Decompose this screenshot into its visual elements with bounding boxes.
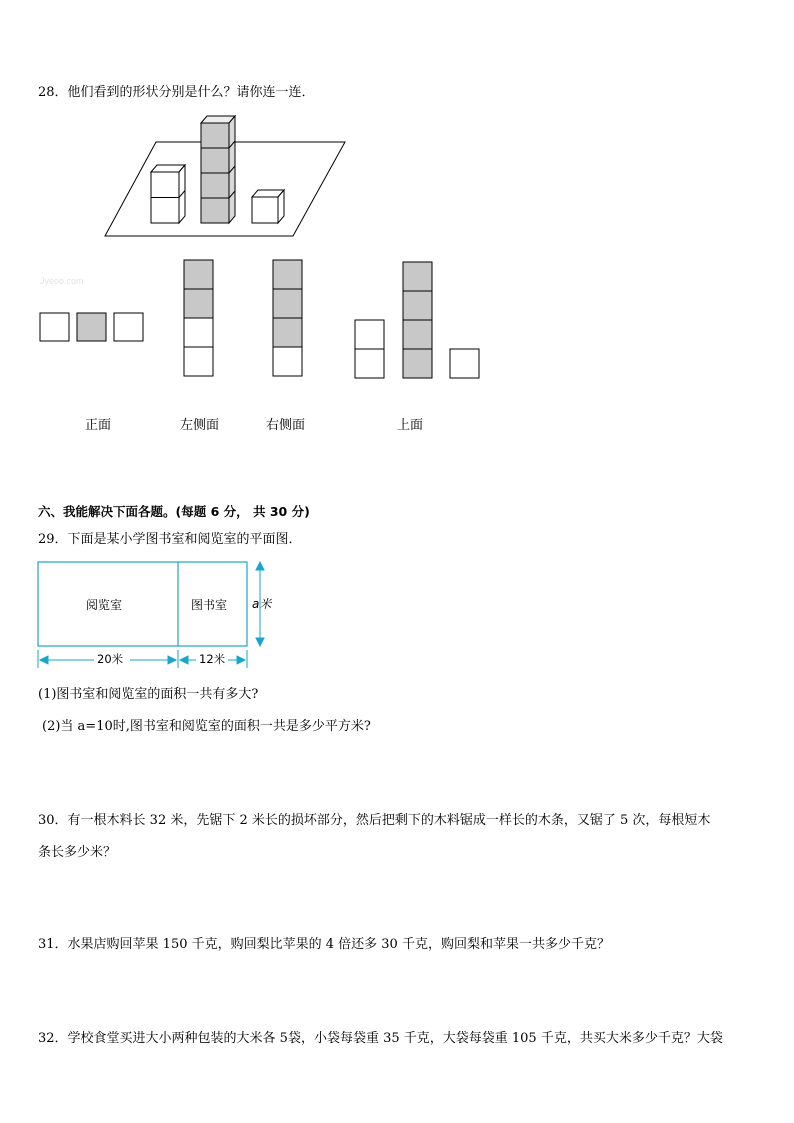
label-front: 正面 xyxy=(85,418,112,433)
q30-line1: 30．有一根木料长 32 米，先锯下 2 米长的损坏部分，然后把剩下的木料锯成一样长的木条，又锯了 5 次，每根短木 xyxy=(38,813,711,828)
watermark: Jyeoo.com xyxy=(40,276,84,286)
dim-left-label: 20米 xyxy=(97,652,124,666)
q29-title: 29．下面是某小学图书室和阅览室的平面图． xyxy=(38,532,302,547)
q29-sub2: (2)当 a=10时,图书室和阅览室的面积一共是多少平方米? xyxy=(42,719,371,734)
height-label: a米 xyxy=(252,597,272,611)
section-6-heading: 六、我能解决下面各题。(每题 6 分， 共 30 分) xyxy=(38,504,310,519)
q29-sub1: (1)图书室和阅览室的面积一共有多大? xyxy=(38,687,259,702)
q32-text: 32．学校食堂买进大小两种包装的大米各 5袋，小袋每袋重 35 千克，大袋每袋重 105 千克，共买大米多少千克？大袋 xyxy=(38,1031,723,1046)
q30-line2: 条长多少米？ xyxy=(38,845,117,860)
room-library: 图书室 xyxy=(191,598,228,612)
dim-right-label: 12米 xyxy=(199,652,226,666)
label-top: 上面 xyxy=(397,418,424,433)
label-right-side: 右侧面 xyxy=(266,418,306,433)
room-reading: 阅览室 xyxy=(86,598,123,612)
q31-text: 31．水果店购回苹果 150 千克，购回梨比苹果的 4 倍还多 30 千克，购回梨和苹果一共多少千克？ xyxy=(38,937,610,952)
label-left-side: 左侧面 xyxy=(180,418,220,433)
q28-title: 28．他们看到的形状分别是什么？请你连一连． xyxy=(38,85,315,100)
